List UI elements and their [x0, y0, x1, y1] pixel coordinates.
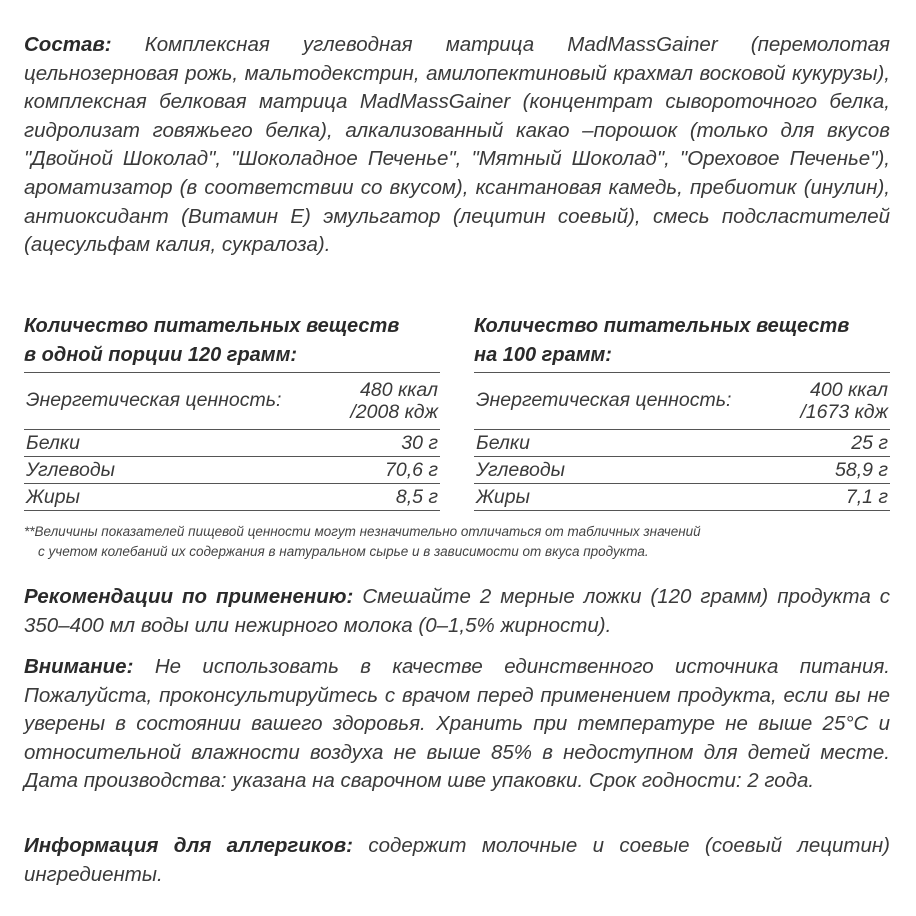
nutrition-per-100g-title: Количество питательных веществ на 100 грамм: [474, 315, 850, 366]
warning-text: Не использовать в качестве единственного источника питания. Пожалуйста, проконсультируйтесь с врачом перед применением продукта, если вы не уверены в состоянии вашего здоровья. Хранить при температуре не выше 25°С и относительной влажности воздуха не выше 85% в недоступном для детей месте. Дата производства: указана на сварочном шве упаковки. Срок годности: 2 года. [24, 655, 891, 793]
energy-row [24, 372, 440, 429]
carbs-row: Углеводы 58,9 г [474, 456, 890, 483]
allergy-label: Информация для аллергиков: [24, 834, 354, 857]
carbs-row: Углеводы 70,6 г [24, 456, 440, 483]
energy-value: 400 ккал /1673 кдж [800, 379, 888, 423]
fat-row: Жиры 8,5 г [24, 483, 440, 511]
nutrition-per-serving-title: Количество питательных веществ в одной порции 120 грамм: [24, 315, 400, 366]
nutrition-per-serving-table [24, 312, 440, 511]
energy-row [474, 372, 890, 429]
composition-section [24, 31, 890, 260]
recommendations-label: Рекомендации по применению: [24, 585, 354, 608]
composition-text: Комплексная углеводная матрица MadMassGainer (перемолотая цельнозерновая рожь, мальтодекстрин, амилопектиновый крахмал восковой кукурузы), комплексная белковая матрица MadMassGainer (концентрат сывороточного белка, гидролизат говяжьего белка), алкализованный какао –порошок (только для вкусов "Двойной Шоколад", "Шоколадное Печенье", "Мятный Шоколад", "Ореховое Печенье"), ароматизатор (в соответствии со вкусом), ксантановая камедь, пребиотик (инулин), антиоксидант (Витамин Е) эмульгатор (лецитин соевый), смесь подсластителей (ацесульфам калия, сукралоза). [24, 33, 890, 257]
composition-label: Состав: [24, 33, 112, 56]
protein-row: Белки 25 г [474, 429, 890, 456]
energy-label: Энергетическая ценность: [26, 389, 282, 412]
warning-section [24, 653, 890, 796]
fat-row: Жиры 7,1 г [474, 483, 890, 511]
footnote: **Величины показателей пищевой ценности могут незначительно отличаться от табличных значений с учетом колебаний их содержания в натуральном сырье и в зависимости от вкуса продукта. [24, 524, 701, 559]
energy-label: Энергетическая ценность: [476, 389, 732, 412]
recommendations-text: Смешайте 2 мерные ложки (120 грамм) продукта с 350–400 мл воды или нежирного молока (0–1,5% жирности). [24, 585, 890, 637]
warning-label: Внимание: [24, 655, 134, 678]
nutrition-per-100g-table [474, 312, 890, 511]
energy-value: 480 ккал /2008 кдж [350, 379, 438, 423]
protein-row: Белки 30 г [24, 429, 440, 456]
recommendations-section [24, 583, 890, 640]
allergy-text: содержит молочные и соевые (соевый лецитин) ингредиенты. [24, 834, 890, 886]
allergy-section [24, 832, 890, 889]
